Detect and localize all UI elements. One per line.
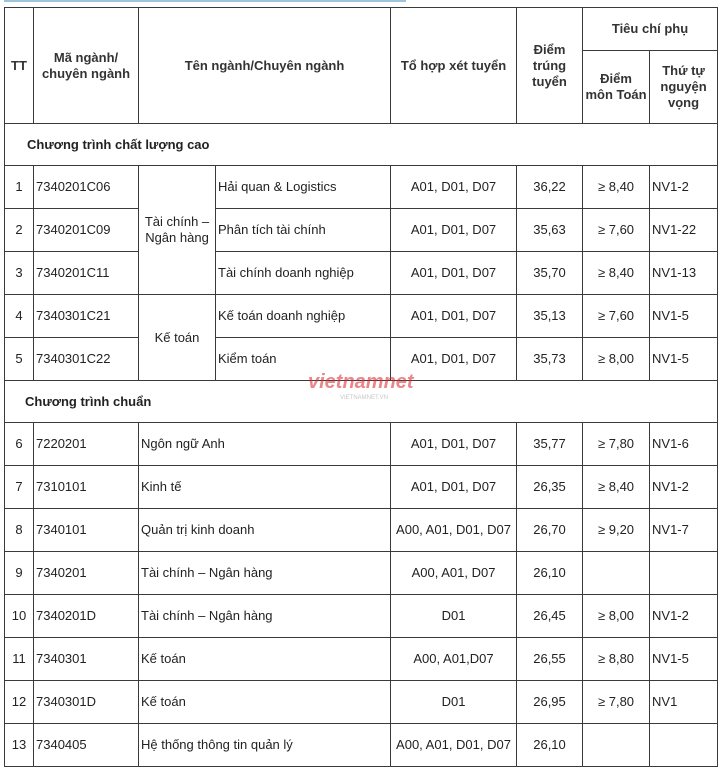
cell-math: ≥ 8,80 [583,638,650,681]
cell-code: 7340201C09 [34,209,139,252]
cell-tt: 1 [5,166,34,209]
cell-name: Kiểm toán [216,338,391,381]
cell-priority: NV1 [650,681,718,724]
cell-tt: 2 [5,209,34,252]
cell-tt: 6 [5,423,34,466]
header-tt: TT [5,8,34,124]
cell-name: Hệ thống thông tin quản lý [139,724,391,767]
cell-score: 35,77 [517,423,583,466]
cell-priority [650,724,718,767]
cell-code: 7340201D [34,595,139,638]
table-row [5,552,718,595]
cell-code: 7340301C22 [34,338,139,381]
cell-combo: A01, D01, D07 [391,423,517,466]
cell-priority: NV1-6 [650,423,718,466]
cell-code: 7340101 [34,509,139,552]
cell-name: Kinh tế [139,466,391,509]
cell-priority: NV1-2 [650,466,718,509]
cell-score: 26,45 [517,595,583,638]
cell-combo: D01 [391,681,517,724]
header-sub-criteria: Tiêu chí phụ [583,8,718,51]
cell-group: Tài chính – Ngân hàng [139,166,216,295]
cell-combo: A01, D01, D07 [391,466,517,509]
cell-score: 35,70 [517,252,583,295]
cell-priority: NV1-5 [650,638,718,681]
cell-priority: NV1-5 [650,338,718,381]
cell-combo: D01 [391,595,517,638]
cell-code: 7340301C21 [34,295,139,338]
cell-score: 35,13 [517,295,583,338]
cell-score: 26,35 [517,466,583,509]
cell-name: Hải quan & Logistics [216,166,391,209]
cell-code: 7340201 [34,552,139,595]
cell-tt: 4 [5,295,34,338]
table-row [5,724,718,767]
cell-tt: 12 [5,681,34,724]
cell-name: Phân tích tài chính [216,209,391,252]
table-row [5,166,718,209]
cell-combo: A01, D01, D07 [391,252,517,295]
cell-code: 7220201 [34,423,139,466]
cell-tt: 7 [5,466,34,509]
cell-tt: 5 [5,338,34,381]
cell-math: ≥ 8,40 [583,466,650,509]
cell-score: 35,73 [517,338,583,381]
table-row [5,509,718,552]
cell-score: 26,55 [517,638,583,681]
cell-name: Tài chính doanh nghiệp [216,252,391,295]
cell-code: 7310101 [34,466,139,509]
cell-tt: 11 [5,638,34,681]
cell-priority: NV1-2 [650,166,718,209]
cell-math: ≥ 7,80 [583,423,650,466]
cell-code: 7340201C06 [34,166,139,209]
cell-group: Kế toán [139,295,216,381]
table-row [5,595,718,638]
header-priority: Thứ tự nguyện vọng [650,51,718,124]
section-title: Chương trình chất lượng cao [5,124,718,166]
cell-tt: 3 [5,252,34,295]
cell-priority: NV1-7 [650,509,718,552]
cell-score: 35,63 [517,209,583,252]
header-combo: Tổ hợp xét tuyển [391,8,517,124]
watermark-brand: vietnamnet [308,371,414,393]
cell-combo: A01, D01, D07 [391,338,517,381]
cell-math: ≥ 7,60 [583,295,650,338]
cell-combo: A00, A01, D01, D07 [391,509,517,552]
cell-priority [650,552,718,595]
cell-code: 7340405 [34,724,139,767]
cell-score: 26,10 [517,724,583,767]
section-row-high-quality [5,124,718,166]
section-row-standard [5,381,718,423]
cell-code: 7340201C11 [34,252,139,295]
header-code: Mã ngành/ chuyên ngành [34,8,139,124]
table-row [5,466,718,509]
cell-combo: A01, D01, D07 [391,295,517,338]
cell-math: ≥ 8,00 [583,595,650,638]
cell-name: Tài chính – Ngân hàng [139,595,391,638]
header-score: Điểm trúng tuyển [517,8,583,124]
cell-combo: A01, D01, D07 [391,166,517,209]
cell-code: 7340301 [34,638,139,681]
cell-tt: 8 [5,509,34,552]
cell-tt: 13 [5,724,34,767]
cell-tt: 10 [5,595,34,638]
cell-score: 36,22 [517,166,583,209]
cell-math [583,724,650,767]
header-math: Điểm môn Toán [583,51,650,124]
cell-math [583,552,650,595]
cell-code: 7340301D [34,681,139,724]
cell-combo: A00, A01, D01, D07 [391,724,517,767]
cell-name: Quản trị kinh doanh [139,509,391,552]
cell-score: 26,70 [517,509,583,552]
cell-combo: A00, A01,D07 [391,638,517,681]
cell-name: Kế toán doanh nghiệp [216,295,391,338]
table-header-row [5,8,718,51]
table-row [5,295,718,338]
cell-tt: 9 [5,552,34,595]
cell-priority: NV1-5 [650,295,718,338]
header-name: Tên ngành/Chuyên ngành [139,8,391,124]
cell-name: Ngôn ngữ Anh [139,423,391,466]
table-row [5,209,718,252]
cell-math: ≥ 7,60 [583,209,650,252]
table-row [5,423,718,466]
cell-score: 26,95 [517,681,583,724]
cell-math: ≥ 8,00 [583,338,650,381]
cell-priority: NV1-2 [650,595,718,638]
section-title: Chương trình chuẩn [5,381,718,423]
cell-priority: NV1-22 [650,209,718,252]
cell-name: Tài chính – Ngân hàng [139,552,391,595]
cell-priority: NV1-13 [650,252,718,295]
cell-math: ≥ 7,80 [583,681,650,724]
cell-combo: A00, A01, D07 [391,552,517,595]
table-row [5,338,718,381]
cell-name: Kế toán [139,638,391,681]
table-row [5,252,718,295]
watermark-sub: VIETNAMNET.VN [340,395,389,401]
table-row [5,638,718,681]
cell-combo: A01, D01, D07 [391,209,517,252]
cell-name: Kế toán [139,681,391,724]
cell-math: ≥ 8,40 [583,252,650,295]
top-accent-line [4,0,406,2]
admission-score-table [4,7,718,767]
cell-score: 26,10 [517,552,583,595]
cell-math: ≥ 9,20 [583,509,650,552]
table-row [5,681,718,724]
cell-math: ≥ 8,40 [583,166,650,209]
